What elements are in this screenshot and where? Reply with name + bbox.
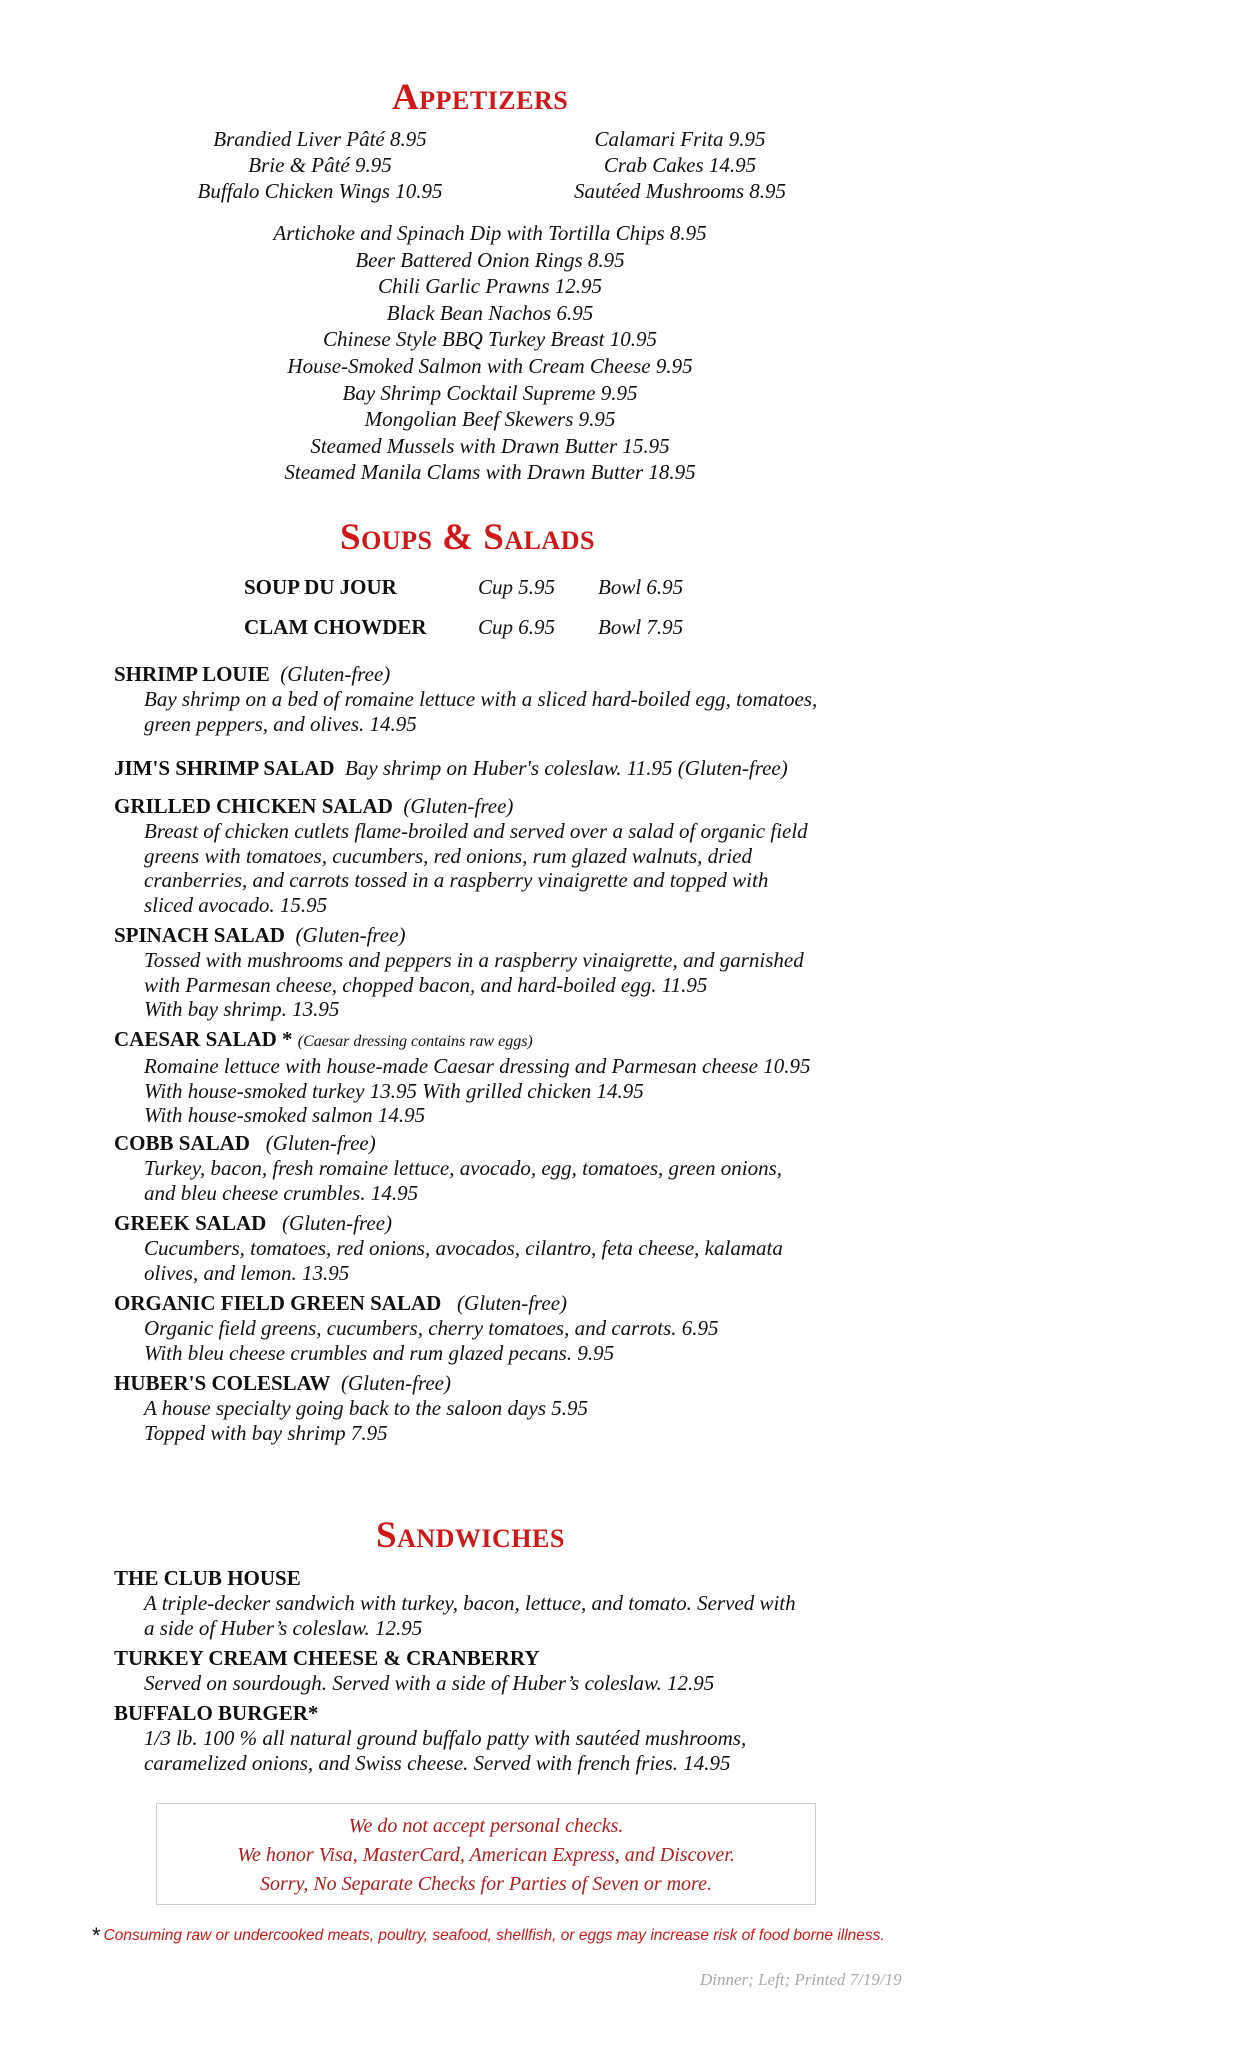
item-name: SHRIMP LOUIE (114, 662, 270, 686)
appetizers-list (120, 220, 860, 486)
item-name: BUFFALO BURGER* (114, 1701, 319, 1725)
item-description: with Parmesan cheese, chopped bacon, and hard-boiled egg. 11.95 (144, 972, 708, 997)
item-description: olives, and lemon. 13.95 (144, 1260, 350, 1285)
item-description: a side of Huber’s coleslaw. 12.95 (144, 1615, 423, 1640)
appetizer-item: Sautéed Mushrooms 8.95 (573, 179, 787, 203)
menu-item-greek-salad (114, 1211, 934, 1285)
appetizer-item: Chili Garlic Prawns 12.95 (377, 274, 603, 299)
item-description: sliced avocado. 15.95 (144, 892, 328, 917)
item-name: ORGANIC FIELD GREEN SALAD (114, 1291, 442, 1315)
item-description: Bay shrimp on a bed of romaine lettuce with a sliced hard-boiled egg, tomatoes, (144, 687, 818, 711)
item-name: JIM'S SHRIMP SALAD (114, 756, 335, 780)
menu-item-hubers-coleslaw (114, 1371, 934, 1445)
item-note: (Gluten-free) (280, 662, 391, 686)
item-note: (Gluten-free) (340, 1371, 451, 1395)
notice-line: We do not accept personal checks. (348, 1815, 624, 1837)
sandwiches-title: Sandwiches (376, 1515, 565, 1556)
item-description: A house specialty going back to the saloon days 5.95 (144, 1396, 589, 1420)
item-description: Turkey, bacon, fresh romaine lettuce, avocado, egg, tomatoes, green onions, (144, 1156, 783, 1180)
menu-item-caesar-salad (114, 1027, 934, 1128)
menu-item-spinach-salad (114, 923, 934, 1022)
item-description: Breast of chicken cutlets flame-broiled and served over a salad of organic field (144, 819, 808, 843)
item-description: Tossed with mushrooms and peppers in a raspberry vinaigrette, and garnished (144, 948, 804, 972)
item-description: caramelized onions, and Swiss cheese. Served with french fries. 14.95 (144, 1750, 731, 1775)
appetizer-item: Buffalo Chicken Wings 10.95 (197, 179, 443, 203)
item-note: (Gluten-free) (295, 923, 406, 947)
soup-cup-price: Cup 5.95 (478, 575, 556, 599)
soup-name: SOUP DU JOUR (244, 575, 397, 599)
item-description: cranberries, and carrots tossed in a raspberry vinaigrette and topped with (144, 868, 769, 892)
notice-line: Sorry, No Separate Checks for Parties of Seven or more. (260, 1873, 712, 1895)
item-name: GRILLED CHICKEN SALAD (114, 794, 393, 818)
soups-salads-title: Soups & Salads (340, 517, 595, 558)
item-note: (Gluten-free) (265, 1131, 376, 1155)
asterisk-icon: * (92, 1923, 101, 1948)
payment-notice-box (156, 1803, 816, 1905)
item-note: (Gluten-free) (282, 1211, 393, 1235)
soup-name: CLAM CHOWDER (244, 615, 427, 639)
item-description: Romaine lettuce with house-made Caesar dressing and Parmesan cheese 10.95 (144, 1054, 811, 1078)
item-note: (Gluten-free) (403, 794, 514, 818)
item-description: green peppers, and olives. 14.95 (144, 711, 417, 736)
menu-item-buffalo-burger (114, 1701, 934, 1775)
menu-item-cobb-salad (114, 1131, 934, 1205)
appetizer-item: Beer Battered Onion Rings 8.95 (355, 247, 625, 272)
notice-line: We honor Visa, MasterCard, American Express, and Discover. (237, 1844, 735, 1866)
appetizers-title: Appetizers (392, 77, 569, 118)
appetizer-item: House-Smoked Salmon with Cream Cheese 9.95 (287, 353, 693, 378)
item-note: (Gluten-free) (457, 1291, 568, 1315)
item-note: (Caesar dressing contains raw eggs) (297, 1033, 533, 1050)
item-description: With house-smoked turkey 13.95 With grilled chicken 14.95 (144, 1078, 644, 1103)
item-description: greens with tomatoes, cucumbers, red onions, rum glazed walnuts, dried (144, 843, 752, 868)
appetizer-item: Bay Shrimp Cocktail Supreme 9.95 (342, 380, 638, 405)
item-name: THE CLUB HOUSE (114, 1566, 301, 1590)
appetizer-item: Mongolian Beef Skewers 9.95 (364, 407, 616, 432)
print-footer: Dinner; Left; Printed 7/19/19 (700, 1970, 902, 1989)
appetizer-item: Steamed Mussels with Drawn Butter 15.95 (310, 433, 670, 458)
appetizers-left-column (160, 126, 480, 204)
menu-item-jims-shrimp-salad (114, 756, 934, 781)
menu-item-turkey-cream-cheese-cranberry (114, 1646, 934, 1696)
appetizer-item: Crab Cakes 14.95 (603, 153, 757, 177)
item-name: HUBER'S COLESLAW (114, 1371, 331, 1395)
item-description: With bay shrimp. 13.95 (144, 997, 340, 1021)
item-name: SPINACH SALAD (114, 923, 285, 947)
item-description: Bay shrimp on Huber's coleslaw. 11.95 (Gluten-free) (345, 756, 788, 780)
item-description: Organic field greens, cucumbers, cherry tomatoes, and carrots. 6.95 (144, 1316, 719, 1340)
appetizer-item: Chinese Style BBQ Turkey Breast 10.95 (323, 327, 657, 352)
item-description: Topped with bay shrimp 7.95 (144, 1420, 388, 1445)
menu-item-grilled-chicken-salad (114, 794, 934, 917)
item-description: Served on sourdough. Served with a side of Huber’s coleslaw. 12.95 (144, 1671, 715, 1695)
item-name: TURKEY CREAM CHEESE & CRANBERRY (114, 1646, 540, 1670)
item-name: CAESAR SALAD * (114, 1027, 293, 1051)
menu-item-shrimp-louie (114, 662, 934, 736)
appetizer-item: Brandied Liver Pâté 8.95 (213, 127, 427, 151)
item-description: With bleu cheese crumbles and rum glazed pecans. 9.95 (144, 1340, 615, 1365)
food-safety-warning (92, 1923, 885, 1949)
soup-bowl-price: Bowl 6.95 (598, 575, 684, 599)
item-name: COBB SALAD (114, 1131, 250, 1155)
warning-text: Consuming raw or undercooked meats, poultry, seafood, shellfish, or eggs may increase risk of food borne illness. (103, 1927, 885, 1944)
appetizer-item: Black Bean Nachos 6.95 (386, 300, 594, 325)
soup-bowl-price: Bowl 7.95 (598, 615, 684, 639)
item-description: A triple-decker sandwich with turkey, bacon, lettuce, and tomato. Served with (144, 1591, 796, 1615)
appetizer-item: Steamed Manila Clams with Drawn Butter 18.95 (284, 460, 696, 485)
menu-item-club-house (114, 1566, 934, 1640)
item-description: and bleu cheese crumbles. 14.95 (144, 1180, 419, 1205)
appetizer-item: Artichoke and Spinach Dip with Tortilla Chips 8.95 (273, 221, 707, 245)
menu-item-organic-field-green-salad (114, 1291, 934, 1365)
item-name: GREEK SALAD (114, 1211, 267, 1235)
appetizer-item: Brie & Pâté 9.95 (248, 153, 392, 177)
soup-cup-price: Cup 6.95 (478, 615, 556, 639)
appetizer-item: Calamari Frita 9.95 (594, 127, 766, 151)
appetizers-right-column (520, 126, 840, 204)
item-description: Cucumbers, tomatoes, red onions, avocados, cilantro, feta cheese, kalamata (144, 1236, 783, 1260)
item-description: With house-smoked salmon 14.95 (144, 1103, 426, 1127)
item-description: 1/3 lb. 100 % all natural ground buffalo patty with sautéed mushrooms, (144, 1726, 747, 1750)
